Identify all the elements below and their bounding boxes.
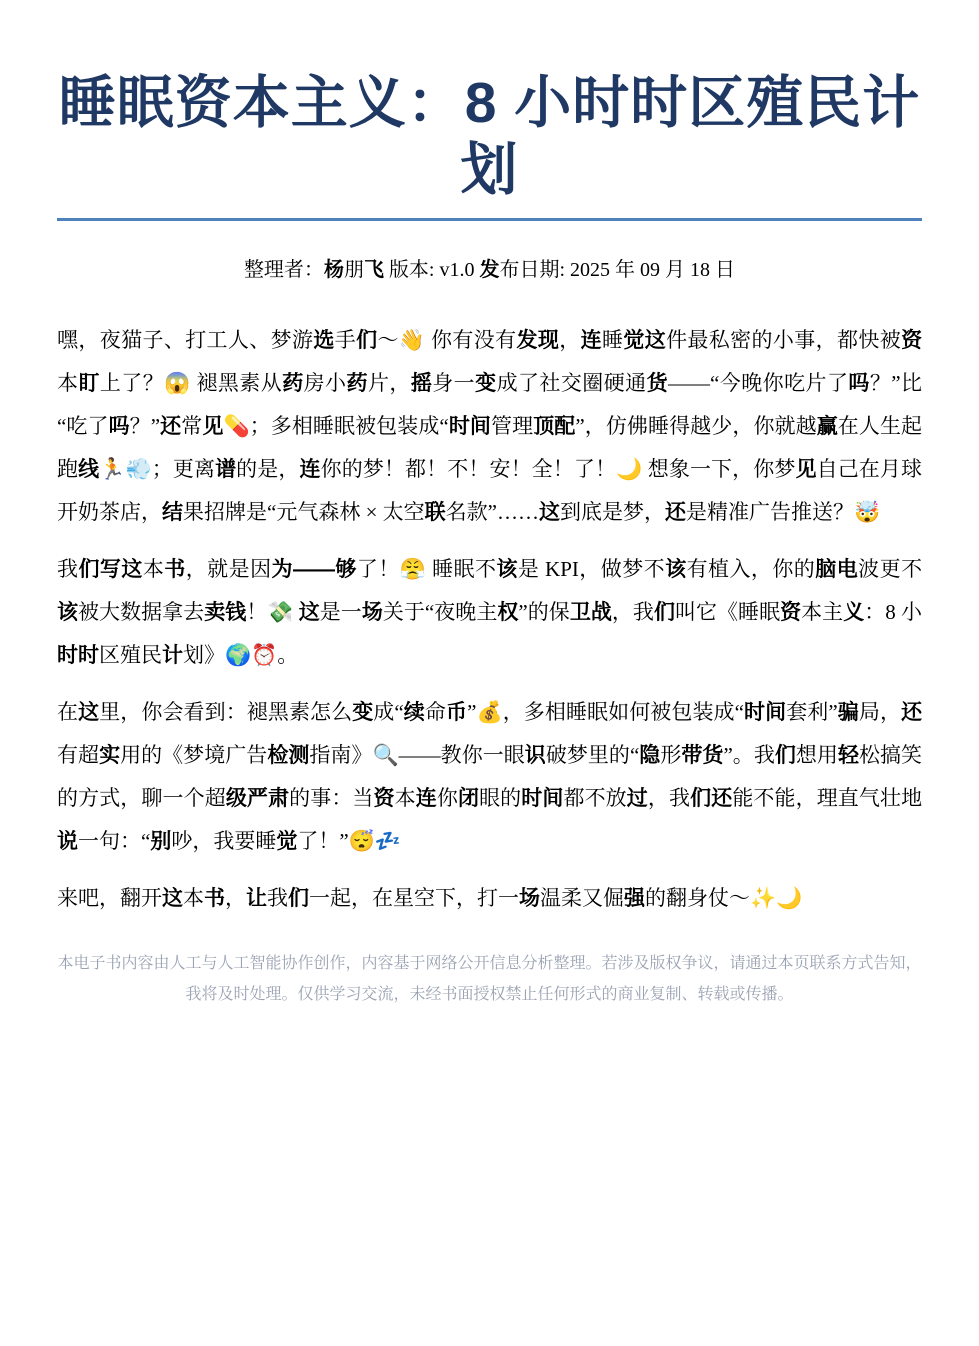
bold-text-run: 们: [356, 329, 378, 352]
text-run: 管理: [491, 414, 534, 438]
bold-text-run: 场: [361, 601, 383, 624]
bold-text-run: 变: [475, 372, 497, 395]
text-run: ：8 小: [864, 600, 923, 624]
bold-text-run: 还: [160, 415, 182, 438]
bold-text-run: 们: [653, 601, 675, 624]
text-run: 来吧，翻开: [57, 886, 162, 910]
text-run: 成“: [373, 700, 404, 724]
bold-text-run: 书: [204, 887, 225, 910]
text-run: 了！”😴💤: [297, 829, 401, 853]
bold-text-run: 线: [78, 458, 100, 481]
bold-text-run: 还: [901, 701, 923, 724]
text-run: ！💸: [246, 600, 299, 624]
bold-text-run: 带货: [681, 744, 724, 767]
bold-text-run: 时间: [448, 415, 492, 438]
bold-text-run: 权: [497, 601, 519, 624]
doc-meta-line: [57, 255, 922, 285]
text-run: 被大数据拿去: [78, 600, 205, 624]
text-run: 的是，: [236, 457, 300, 481]
text-run: 成了社交圈硬通: [496, 371, 647, 395]
text-run: 件最私密的小事，都快被: [666, 328, 902, 352]
text-run: 房小: [303, 371, 347, 395]
bold-text-run: 该: [665, 558, 687, 581]
bold-text-run: 时时: [57, 644, 99, 667]
bold-text-run: 吗: [108, 415, 130, 438]
text-run: 形: [660, 743, 682, 767]
bold-text-run: 连: [415, 787, 437, 810]
bold-text-run: 谱: [215, 458, 237, 481]
bold-text-run: 级严肃: [225, 787, 290, 810]
text-run: ，: [559, 328, 581, 352]
text-run: 吵，我要睡: [171, 829, 277, 853]
text-run: 🏃💨；更离: [99, 457, 216, 481]
text-run: 一句：“: [78, 829, 151, 853]
bold-text-run: 隐: [639, 744, 661, 767]
text-run: 你的梦！都！不！安！全！了！🌙 想象一下，你梦: [320, 457, 796, 481]
text-run: 是精准广告推送？🤯: [686, 500, 881, 524]
text-run: 片，: [367, 371, 411, 395]
text-run: ”，仿佛睡得越少，你就越: [575, 414, 817, 438]
text-run: 名款”……: [445, 500, 539, 524]
bold-text-run: 见: [202, 415, 224, 438]
bold-text-run: 药: [282, 372, 304, 395]
text-run: ”。我: [723, 743, 775, 767]
text-run: 命: [424, 700, 446, 724]
text-run: 到底是梦，: [560, 500, 665, 524]
bold-text-run: 们写这: [78, 558, 143, 581]
bold-text-run: 觉: [276, 830, 298, 853]
text-run: 我: [57, 557, 79, 581]
text-run: 你: [436, 786, 458, 810]
bold-text-run: 让: [246, 887, 267, 910]
bold-text-run: 计: [162, 644, 183, 667]
paragraph: [57, 877, 922, 920]
body-paragraphs: [57, 319, 922, 920]
bold-text-run: 续: [403, 701, 425, 724]
bold-text-run: 药: [346, 372, 368, 395]
bold-text-run: 见: [795, 458, 817, 481]
bold-text-run: 时间: [743, 701, 787, 724]
text-run: ，我: [647, 786, 691, 810]
bold-text-run: 们: [774, 744, 796, 767]
text-run: ，就是因: [185, 557, 272, 581]
bold-text-run: 这: [539, 501, 560, 524]
paragraph: [57, 319, 922, 534]
bold-text-run: 时间: [521, 787, 564, 810]
bold-text-run: 货: [646, 372, 669, 395]
text-run: 我: [267, 886, 288, 910]
text-run: ”的保: [518, 600, 570, 624]
text-run: 用的《梦境广告: [120, 743, 268, 767]
text-run: 上了？😱 褪黑素从: [99, 371, 283, 395]
bold-text-run: 币: [445, 701, 468, 724]
text-run: 套利”: [786, 700, 838, 724]
bold-text-run: 这: [298, 601, 320, 624]
disclaimer-text: 本电子书内容由人工与人工智能协作创作，内容基于网络公开信息分析整理。若涉及版权争议，请通过本页联系方式告知，我将及时处理。仅供学习交流，未经书面授权禁止任何形式的商业复制、转载或传播。: [57, 955, 922, 1003]
text-run: 里，你会看到：褪黑素怎么: [99, 700, 353, 724]
text-run: ，我: [611, 600, 654, 624]
text-run: 松搞笑的方式，聊一个超: [57, 743, 923, 810]
bold-text-run: 资: [780, 601, 802, 624]
bold-text-run: 选: [313, 329, 335, 352]
bold-text-run: 吗: [848, 372, 870, 395]
text-run: 了！😤 睡眠不: [356, 557, 497, 581]
bold-text-run: 顶配: [533, 415, 576, 438]
bold-text-run: 该: [57, 601, 79, 624]
text-run: 睡: [601, 328, 624, 352]
bold-text-run: 骗: [837, 701, 859, 724]
text-run: 关于“夜晚主: [382, 600, 498, 624]
text-run: ？”: [129, 414, 161, 438]
bold-text-run: 说: [57, 830, 78, 853]
text-run: 嘿，夜猫子、打工人、梦游: [57, 328, 314, 352]
text-run: 常: [181, 414, 203, 438]
text-run: 整理者：: [243, 259, 324, 281]
text-run: 有超: [57, 743, 100, 767]
text-run: ？”比“吃了: [57, 371, 923, 438]
bold-text-run: 资: [373, 787, 395, 810]
bold-text-run: 赢: [816, 415, 838, 438]
bold-text-run: 结: [162, 501, 183, 524]
text-run: 本: [142, 557, 165, 581]
bold-text-run: 检测: [267, 744, 310, 767]
bold-text-run: 发现: [516, 329, 560, 352]
text-run: 果招牌是“元气森林 × 太空: [183, 500, 425, 524]
text-run: 能不能，理直气壮地: [732, 786, 923, 810]
bold-text-run: 书: [164, 558, 186, 581]
paragraph: [57, 548, 922, 677]
text-run: 本: [183, 886, 204, 910]
bold-text-run: 脑电: [815, 558, 859, 581]
bold-text-run: 连: [580, 329, 602, 352]
text-run: 版本: v1.0: [383, 259, 480, 281]
text-run: 指南》🔍——教你一眼: [309, 743, 525, 767]
bold-text-run: 场: [519, 887, 540, 910]
bold-text-run: 这: [162, 887, 183, 910]
text-run: 布日期: 2025 年 09 月 18 日: [499, 259, 736, 281]
bold-text-run: 过: [626, 787, 648, 810]
text-run: 叫它《睡眠: [674, 600, 781, 624]
text-run: 自己在月球开奶茶店，: [57, 457, 923, 524]
bold-text-run: 这: [78, 701, 100, 724]
text-run: 眼的: [479, 786, 522, 810]
text-run: 身一: [432, 371, 476, 395]
bold-text-run: 连: [299, 458, 321, 481]
bold-text-run: 摇: [410, 372, 433, 395]
text-run: 手: [334, 328, 357, 352]
text-run: 划》🌍⏰。: [183, 643, 299, 667]
text-run: 本: [57, 371, 79, 395]
text-run: 想用: [795, 743, 838, 767]
text-run: 破梦里的“: [545, 743, 640, 767]
text-run: 在: [57, 700, 79, 724]
page-title: 睡眠资本主义：8 小时时区殖民计划: [58, 71, 921, 202]
text-run: 温柔又倔: [540, 886, 624, 910]
bold-text-run: 联: [424, 501, 446, 524]
bold-text-run: 别: [150, 830, 172, 853]
text-run: ——“今晚你吃片了: [668, 371, 849, 395]
bold-text-run: 该: [496, 558, 518, 581]
text-run: ，: [225, 886, 246, 910]
bold-text-run: 实: [99, 744, 121, 767]
text-run: 在人生起跑: [57, 414, 923, 481]
text-run: 是 KPI，做梦不: [517, 557, 666, 581]
text-run: 局，: [858, 700, 902, 724]
text-run: 是一: [319, 600, 362, 624]
text-run: 朋: [343, 259, 364, 281]
bold-text-run: 盯: [78, 372, 100, 395]
bold-text-run: 们还: [690, 787, 733, 810]
bold-text-run: 强: [624, 887, 645, 910]
bold-text-run: 轻: [837, 744, 859, 767]
text-run: 一起，在星空下，打一: [309, 886, 519, 910]
text-run: 本: [394, 786, 416, 810]
text-run: 有植入，你的: [686, 557, 816, 581]
text-run: 都不放: [563, 786, 627, 810]
paragraph: [57, 691, 922, 863]
title-divider: [57, 218, 922, 221]
text-run: 区殖民: [99, 643, 162, 667]
bold-text-run: 觉这: [623, 329, 667, 352]
bold-text-run: 闭: [457, 787, 480, 810]
text-run: 波更不: [858, 557, 923, 581]
text-run: 的事：当: [289, 786, 374, 810]
bold-text-run: 还: [665, 501, 686, 524]
bold-text-run: 卖钱: [204, 601, 247, 624]
text-run: 💊；多相睡眠被包装成“: [223, 414, 449, 438]
text-run: 的翻身仗～✨🌙: [645, 886, 803, 910]
bold-text-run: 义: [843, 601, 865, 624]
bold-text-run: 飞: [363, 259, 384, 281]
text-run: ～👋 你有没有: [377, 328, 517, 352]
bold-text-run: 们: [288, 887, 309, 910]
bold-text-run: 发: [479, 259, 500, 281]
bold-text-run: 卫战: [569, 601, 612, 624]
bold-text-run: 资: [901, 329, 923, 352]
bold-text-run: 识: [524, 744, 546, 767]
text-run: ”💰，多相睡眠如何被包装成“: [467, 700, 744, 724]
bold-text-run: 变: [352, 701, 374, 724]
bold-text-run: 杨: [323, 259, 344, 281]
bold-text-run: 为——够: [271, 558, 357, 581]
text-run: 本主: [801, 600, 844, 624]
